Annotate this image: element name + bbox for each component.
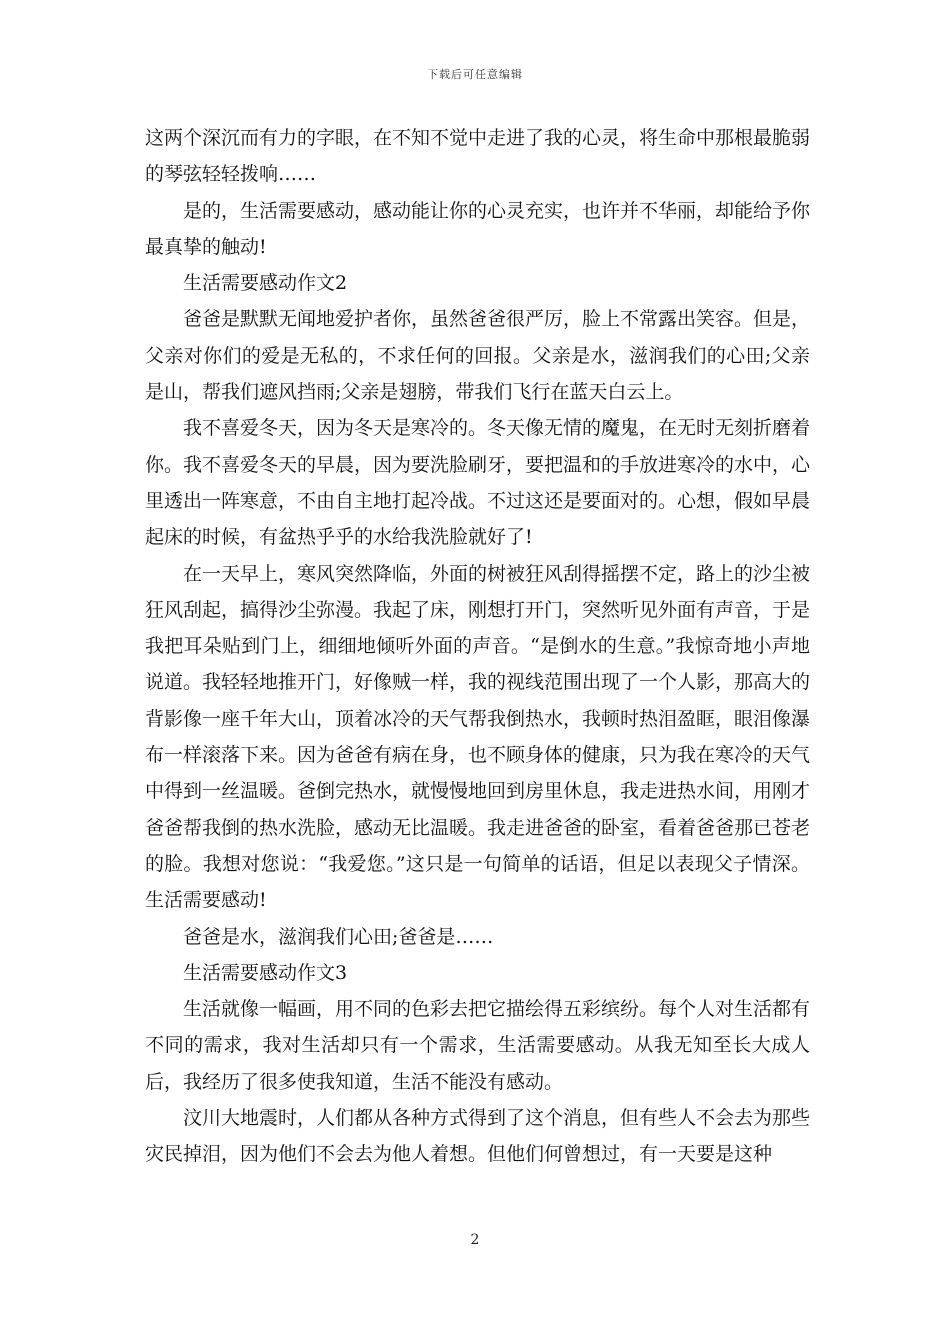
paragraph-7: 生活就像一幅画，用不同的色彩去把它描绘得五彩缤纷。每个人对生活都有不同的需求，我对生活却只有一个需求，生活需要感动。从我无知至长大成人后，我经历了很多使我知道，生活不能没有感动。 xyxy=(145,998,811,1093)
paragraph-1: 这两个深沉而有力的字眼，在不知不觉中走进了我的心灵，将生命中那根最脆弱的琴弦轻轻拨响…… xyxy=(145,127,811,186)
document-body xyxy=(145,120,810,1173)
paragraph-8: 汶川大地震时，人们都从各种方式得到了这个消息，但有些人不会去为那些灾民掉泪，因为他们不会去为他人着想。但他们何曾想过，有一天要是这种 xyxy=(145,1107,811,1166)
paragraph-6: 爸爸是水，滋润我们心田;爸爸是…… xyxy=(183,925,494,948)
paragraph-5: 在一天早上，寒风突然降临，外面的树被狂风刮得摇摆不定，路上的沙尘被狂风刮起，搞得沙尘弥漫。我起了床，刚想打开门，突然听见外面有声音，于是我把耳朵贴到门上，细细地倾听外面的声音。“是倒水的生意。”我惊奇地小声地说道。我轻轻地推开门，好像贼一样，我的视线范围出现了一个人影，那高大的背影像一座千年大山，顶着冰冷的天气帮我倒热水，我顿时热泪盈眶，眼泪像瀑布一样滚落下来。因为爸爸有病在身，也不顾身体的健康，只为我在寒冷的天气中得到一丝温暖。爸倒完热水，就慢慢地回到房里休息，我走进热水间，用刚才爸爸帮我倒的热水洗脸，感动无比温暖。我走进爸爸的卧室，看着爸爸那已苍老的脸。我想对您说：“我爱您。”这只是一句简单的话语，但足以表现父子情深。生活需要感动! xyxy=(145,562,811,912)
page-number: 2 xyxy=(470,1232,480,1248)
paragraph-2: 是的，生活需要感动，感动能让你的心灵充实，也许并不华丽，却能给予你最真挚的触动! xyxy=(145,199,811,258)
paragraph-3: 爸爸是默默无闻地爱护者你，虽然爸爸很严厉，脸上不常露出笑容。但是，父亲对你们的爱是无私的，不求任何的回报。父亲是水，滋润我们的心田;父亲是山，帮我们遮风挡雨;父亲是翅膀，带我们飞行在蓝天白云上。 xyxy=(145,308,811,404)
section-heading-3: 生活需要感动作文3 xyxy=(183,961,348,984)
section-heading-2: 生活需要感动作文2 xyxy=(183,272,348,295)
page-header: 下载后可任意编辑 xyxy=(427,68,523,81)
paragraph-4: 我不喜爱冬天，因为冬天是寒冷的。冬天像无情的魔鬼，在无时无刻折磨着你。我不喜爱冬天的早晨，因为要洗脸刷牙，要把温和的手放进寒冷的水中，心里透出一阵寒意，不由自主地打起冷战。不过这还是要面对的。心想，假如早晨起床的时候，有盆热乎乎的水给我洗脸就好了! xyxy=(145,417,811,549)
